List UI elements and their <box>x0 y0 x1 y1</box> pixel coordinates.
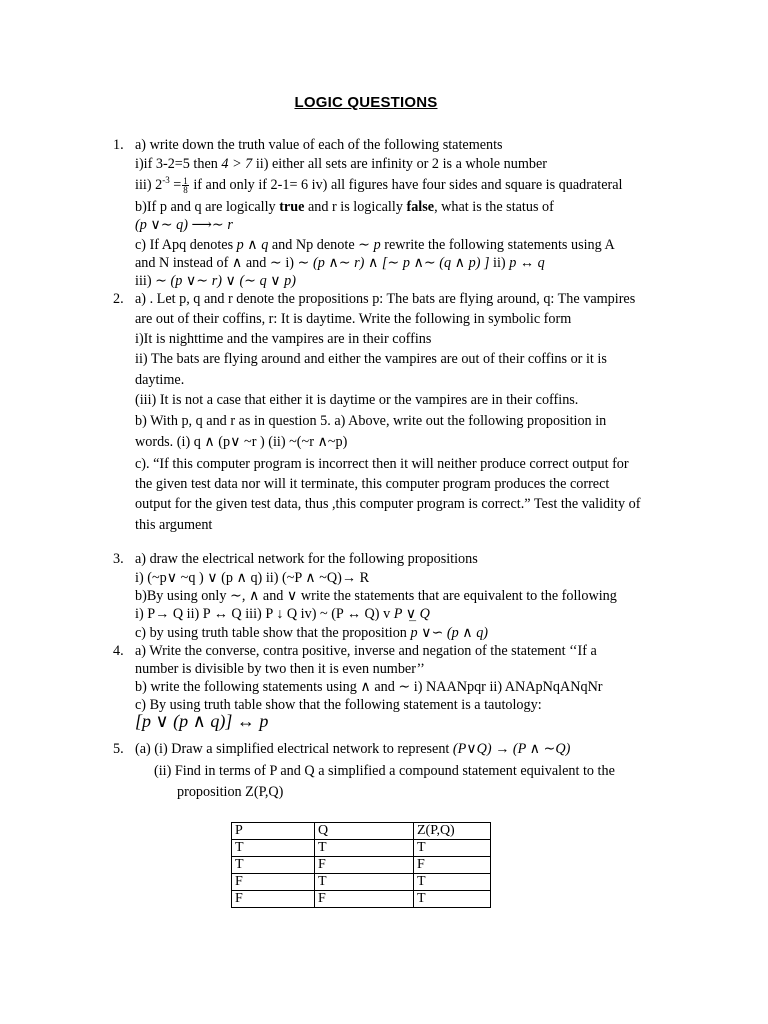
q2-line-2: are out of their coffins, r: It is daytime. Write the following in symbolic form <box>135 311 572 327</box>
q3-line-5-pre: c) by using truth table show that the proposition <box>135 625 411 641</box>
q1-c-iii-expression: ∼ (p ∨∼ r) ∨ (∼ q ∨ p) <box>155 273 297 289</box>
q5-line-1 <box>135 741 570 757</box>
q1-b-mid: and r is logically <box>304 199 407 215</box>
q5-line-3: proposition Z(P,Q) <box>177 784 284 800</box>
q1-a-i-math: 4 > 7 <box>221 156 253 172</box>
truth-table-cell: T <box>414 840 491 857</box>
question-2-number: 2. <box>113 291 124 307</box>
truth-table-header-cell: Z(P,Q) <box>414 823 491 840</box>
q2-line-12: this argument <box>135 517 213 533</box>
q1-b-false: false <box>406 199 435 215</box>
q1-b-expression: (p ∨∼ q) ⟶∼ r <box>135 217 233 233</box>
q1-a-iii-line <box>135 177 622 194</box>
q1-c-i-expression: ∼ (p ∧∼ r) ∧ [∼ p ∧∼ (q ∧ p) ] <box>297 255 490 271</box>
q4-line-1: a) Write the converse, contra positive, inverse and negation of the statement ‘‘If a <box>135 643 597 659</box>
q1-c-math-np: ∼ p <box>358 237 381 253</box>
truth-table-header-cell: P <box>232 823 315 840</box>
truth-table-cell: T <box>315 840 414 857</box>
q1-b-line <box>135 199 554 215</box>
truth-table-cell: T <box>232 857 315 874</box>
q1-b-true: true <box>279 199 305 215</box>
q3-line-5-expression: p ∨∽ (p ∧ q) <box>410 625 489 641</box>
q3-line-5 <box>135 625 488 641</box>
q1-b-post: , what is the status of <box>434 199 554 215</box>
question-3-number: 3. <box>113 551 124 567</box>
fraction-denominator: 8 <box>183 185 188 196</box>
q5-line-1-pre: (a) (i) Draw a simplified electrical network to represent <box>135 741 453 757</box>
q1-c-iii-label: iii) <box>135 273 156 289</box>
truth-table-header-cell: Q <box>315 823 414 840</box>
truth-table <box>231 822 491 908</box>
truth-table-cell: T <box>232 840 315 857</box>
q1-a-intro: a) write down the truth value of each of the following statements <box>135 137 503 153</box>
q1-c-pre: c) If Apq denotes <box>135 237 237 253</box>
q2-line-1: a) . Let p, q and r denote the propositions p: The bats are flying around, q: The vampires <box>135 291 636 307</box>
question-4-number: 4. <box>113 643 124 659</box>
question-5-number: 5. <box>113 741 124 757</box>
truth-table-cell: F <box>315 857 414 874</box>
page-title: LOGIC QUESTIONS <box>294 94 438 111</box>
q2-line-8: words. (i) q ∧ (p∨ ~r ) (ii) ~(~r ∧~p) <box>135 434 348 450</box>
truth-table-header-row <box>232 823 491 840</box>
q2-line-6: (iii) It is not a case that either it is daytime or the vampires are in their coffins. <box>135 392 579 408</box>
truth-table-cell: T <box>414 891 491 908</box>
q1-a-iii-fraction <box>182 177 189 194</box>
truth-table-cell: T <box>315 874 414 891</box>
truth-table-cell: F <box>232 891 315 908</box>
q1-c-ii-label: ii) <box>489 255 510 271</box>
truth-table-row <box>232 874 491 891</box>
truth-table-cell: F <box>414 857 491 874</box>
q1-a-iii-suffix: if and only if 2-1= 6 iv) all figures have four sides and square is quadrateral <box>189 177 623 193</box>
q2-line-10: the given test data nor will it terminate, this computer program produces the correct <box>135 476 610 492</box>
q2-line-5: daytime. <box>135 372 185 388</box>
q1-b-pre: b)If p and q are logically <box>135 199 280 215</box>
question-1-number: 1. <box>113 137 124 153</box>
q3-line-1: a) draw the electrical network for the following propositions <box>135 551 478 567</box>
q3-line-4-expression: P ∨̲ Q <box>393 606 430 622</box>
q1-a-i-line <box>135 156 547 172</box>
q1-c-iii-line <box>135 273 296 289</box>
fraction-numerator: 1 <box>183 176 188 187</box>
q3-line-2: i) (~p∨ ~q ) ∨ (p ∧ q) ii) (~P ∧ ~Q)→ R <box>135 570 370 586</box>
q5-line-2: (ii) Find in terms of P and Q a simplified a compound statement equivalent to the <box>154 763 615 779</box>
truth-table-cell: T <box>414 874 491 891</box>
truth-table-row <box>232 840 491 857</box>
truth-table-cell: F <box>315 891 414 908</box>
q4-line-5-expression: [p ∨ (p ∧ q)] ↔ p <box>135 711 269 731</box>
truth-table-cell: F <box>232 874 315 891</box>
q1-c-line <box>135 237 615 253</box>
q4-line-3: b) write the following statements using ∧ and ∼ i) NAANpqr ii) ANApNqANqNr <box>135 679 603 695</box>
truth-table-row <box>232 891 491 908</box>
q2-line-7: b) With p, q and r as in question 5. a) Above, write out the following proposition in <box>135 413 607 429</box>
q4-line-4: c) By using truth table show that the following statement is a tautology: <box>135 697 542 713</box>
q1-c-post: rewrite the following statements using A <box>380 237 615 253</box>
q1-c-line2 <box>135 255 545 271</box>
q1-c-ii-expression: p ↔ q <box>509 255 545 271</box>
truth-table-row <box>232 857 491 874</box>
q3-line-4-pre: i) P→ Q ii) P ↔ Q iii) P ↓ Q iv) ~ (P ↔ Q) v <box>135 606 394 622</box>
q1-c-line2-pre: and N instead of ∧ and ∼ i) <box>135 255 298 271</box>
q1-c-math-apq: p ∧ q <box>236 237 269 253</box>
q1-a-iii-prefix: iii) 2 <box>135 177 163 193</box>
q1-c-mid: and Np denote <box>268 237 359 253</box>
q2-line-4: ii) The bats are flying around and either the vampires are out of their coffins or it is <box>135 351 607 367</box>
q1-a-iii-exponent: -3 <box>162 175 170 185</box>
q3-line-3: b)By using only ∼, ∧ and ∨ write the statements that are equivalent to the following <box>135 588 617 604</box>
q2-line-9: c). “If this computer program is incorrect then it will neither produce correct output for <box>135 456 629 472</box>
q2-line-3: i)It is nighttime and the vampires are in their coffins <box>135 331 432 347</box>
q5-line-1-expression: (P∨Q) → (P ∧ ∼Q) <box>452 741 571 757</box>
q1-a-i-suffix: ii) either all sets are infinity or 2 is a whole number <box>252 156 547 172</box>
q4-line-2: number is divisible by two then it is even number’’ <box>135 661 425 677</box>
q3-line-4 <box>135 606 430 622</box>
q1-a-iii-equals: = <box>169 177 182 193</box>
q1-a-i-prefix: i)if 3-2=5 then <box>135 156 222 172</box>
q2-line-11: output for the given test data, thus ,this computer program is correct.” Test the validity of <box>135 496 641 512</box>
